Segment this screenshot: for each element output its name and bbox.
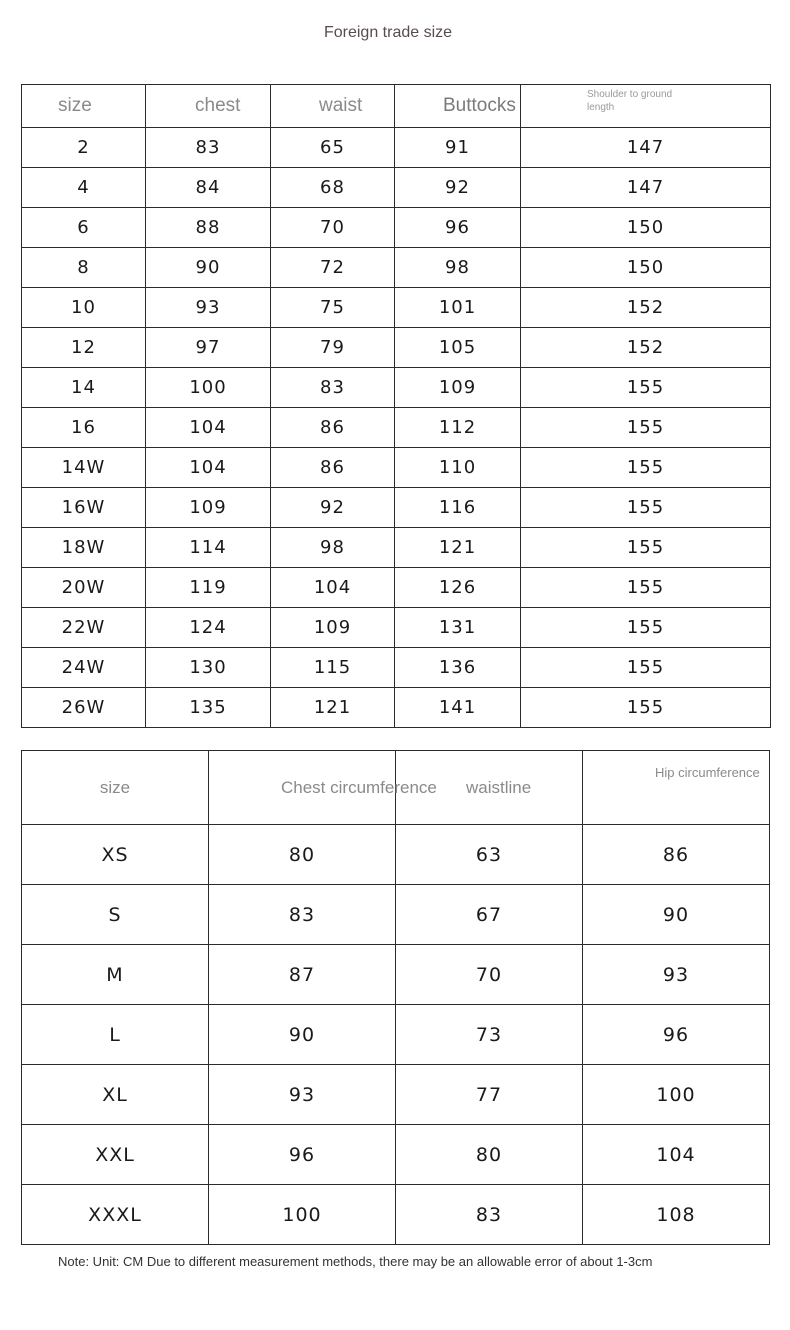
table-cell: 152 <box>521 288 771 328</box>
table-cell: 86 <box>583 825 770 885</box>
table-row <box>22 1065 770 1125</box>
table-cell: 70 <box>271 208 395 248</box>
table-cell: 20W <box>22 568 146 608</box>
table-cell: 83 <box>146 128 271 168</box>
table-cell: 6 <box>22 208 146 248</box>
header-chest: chest <box>146 85 271 128</box>
table-cell: 83 <box>271 368 395 408</box>
table-cell: 83 <box>396 1185 583 1245</box>
table-cell: 121 <box>271 688 395 728</box>
table-cell: 115 <box>271 648 395 688</box>
table-cell: 135 <box>146 688 271 728</box>
table-cell: 12 <box>22 328 146 368</box>
table-cell: 100 <box>209 1185 396 1245</box>
table-cell: 104 <box>146 408 271 448</box>
table-cell: 86 <box>271 408 395 448</box>
table-cell: 101 <box>395 288 521 328</box>
table-cell: 4 <box>22 168 146 208</box>
table-cell: 93 <box>583 945 770 1005</box>
table-cell: 86 <box>271 448 395 488</box>
table-cell: 150 <box>521 248 771 288</box>
table-cell: 72 <box>271 248 395 288</box>
table-cell: 97 <box>146 328 271 368</box>
table-cell: 110 <box>395 448 521 488</box>
table-cell: 24W <box>22 648 146 688</box>
table-row <box>22 448 771 488</box>
table-row <box>22 168 771 208</box>
table-cell: 105 <box>395 328 521 368</box>
table-cell: 114 <box>146 528 271 568</box>
table-cell: 14 <box>22 368 146 408</box>
table-cell: 90 <box>209 1005 396 1065</box>
table-cell: 150 <box>521 208 771 248</box>
table-cell: 100 <box>146 368 271 408</box>
table-cell: L <box>22 1005 209 1065</box>
header-hip-circumference: Hip circumference <box>583 751 770 825</box>
table-row <box>22 945 770 1005</box>
table-cell: 83 <box>209 885 396 945</box>
header-shoulder-to-ground-label: Shoulder to ground length <box>587 89 673 113</box>
size-table-adult <box>21 750 770 1245</box>
table-cell: 152 <box>521 328 771 368</box>
table-cell: 26W <box>22 688 146 728</box>
table-row <box>22 408 771 448</box>
table-cell: 92 <box>271 488 395 528</box>
table-cell: 70 <box>396 945 583 1005</box>
table-cell: 109 <box>271 608 395 648</box>
table-row <box>22 288 771 328</box>
table-row <box>22 208 771 248</box>
table-cell: XL <box>22 1065 209 1125</box>
table-cell: 109 <box>146 488 271 528</box>
table-cell: 88 <box>146 208 271 248</box>
table-cell: 147 <box>521 168 771 208</box>
table-row <box>22 648 771 688</box>
table-cell: 136 <box>395 648 521 688</box>
table-cell: 96 <box>583 1005 770 1065</box>
table-cell: 10 <box>22 288 146 328</box>
table-cell: 112 <box>395 408 521 448</box>
table-row <box>22 368 771 408</box>
table-row <box>22 1185 770 1245</box>
table-cell: 98 <box>395 248 521 288</box>
table-row <box>22 248 771 288</box>
table-cell: 119 <box>146 568 271 608</box>
table-cell: 147 <box>521 128 771 168</box>
table-row <box>22 1125 770 1185</box>
table-cell: 90 <box>146 248 271 288</box>
table-cell: 68 <box>271 168 395 208</box>
measurement-note: Note: Unit: CM Due to different measurement methods, there may be an allowable error of about 1-3cm <box>58 1254 653 1269</box>
table-cell: 124 <box>146 608 271 648</box>
table-cell: M <box>22 945 209 1005</box>
table-cell: 80 <box>396 1125 583 1185</box>
table-cell: 100 <box>583 1065 770 1125</box>
table-row <box>22 488 771 528</box>
header-size: size <box>22 751 209 825</box>
header-size: size <box>22 85 146 128</box>
table-cell: 155 <box>521 528 771 568</box>
table-row <box>22 885 770 945</box>
table-cell: 93 <box>209 1065 396 1125</box>
table-row <box>22 688 771 728</box>
table-cell: 79 <box>271 328 395 368</box>
table-cell: 155 <box>521 568 771 608</box>
table-row <box>22 128 771 168</box>
table-cell: 121 <box>395 528 521 568</box>
table-row <box>22 1005 770 1065</box>
header-shoulder-to-ground <box>521 85 771 128</box>
table-cell: 2 <box>22 128 146 168</box>
table-cell: 84 <box>146 168 271 208</box>
table-header-row <box>22 85 771 128</box>
table-cell: 90 <box>583 885 770 945</box>
table-cell: XXL <box>22 1125 209 1185</box>
table-cell: 130 <box>146 648 271 688</box>
table-cell: 104 <box>271 568 395 608</box>
table-row <box>22 528 771 568</box>
table-cell: 18W <box>22 528 146 568</box>
table-header-row <box>22 751 770 825</box>
table-cell: 75 <box>271 288 395 328</box>
table-cell: 22W <box>22 608 146 648</box>
table-cell: 80 <box>209 825 396 885</box>
table-cell: 63 <box>396 825 583 885</box>
table-cell: 67 <box>396 885 583 945</box>
table-cell: 93 <box>146 288 271 328</box>
table-cell: 98 <box>271 528 395 568</box>
table-row <box>22 825 770 885</box>
table-cell: 16W <box>22 488 146 528</box>
table-cell: 109 <box>395 368 521 408</box>
table-cell: 141 <box>395 688 521 728</box>
size-table-kids <box>21 84 771 728</box>
header-buttocks: Buttocks <box>395 85 521 128</box>
table-cell: 87 <box>209 945 396 1005</box>
header-chest-circumference: Chest circumference <box>209 751 396 825</box>
table-cell: S <box>22 885 209 945</box>
table-cell: 126 <box>395 568 521 608</box>
table-cell: XS <box>22 825 209 885</box>
table-cell: 73 <box>396 1005 583 1065</box>
table-cell: 155 <box>521 368 771 408</box>
table-cell: 16 <box>22 408 146 448</box>
table-cell: 155 <box>521 688 771 728</box>
table-cell: 155 <box>521 608 771 648</box>
table-cell: 155 <box>521 488 771 528</box>
table-cell: 77 <box>396 1065 583 1125</box>
table-row <box>22 568 771 608</box>
table-cell: 14W <box>22 448 146 488</box>
table-cell: 116 <box>395 488 521 528</box>
table-cell: 96 <box>395 208 521 248</box>
table-cell: XXXL <box>22 1185 209 1245</box>
table-cell: 96 <box>209 1125 396 1185</box>
table-row <box>22 328 771 368</box>
table-cell: 108 <box>583 1185 770 1245</box>
table-cell: 155 <box>521 408 771 448</box>
page-title: Foreign trade size <box>323 24 453 41</box>
table-cell: 65 <box>271 128 395 168</box>
table-cell: 8 <box>22 248 146 288</box>
table-cell: 131 <box>395 608 521 648</box>
table-cell: 155 <box>521 648 771 688</box>
table-cell: 104 <box>146 448 271 488</box>
table-cell: 91 <box>395 128 521 168</box>
table-cell: 92 <box>395 168 521 208</box>
table-row <box>22 608 771 648</box>
table-cell: 155 <box>521 448 771 488</box>
header-waist: waist <box>271 85 395 128</box>
header-waistline: waistline <box>396 751 583 825</box>
table-cell: 104 <box>583 1125 770 1185</box>
